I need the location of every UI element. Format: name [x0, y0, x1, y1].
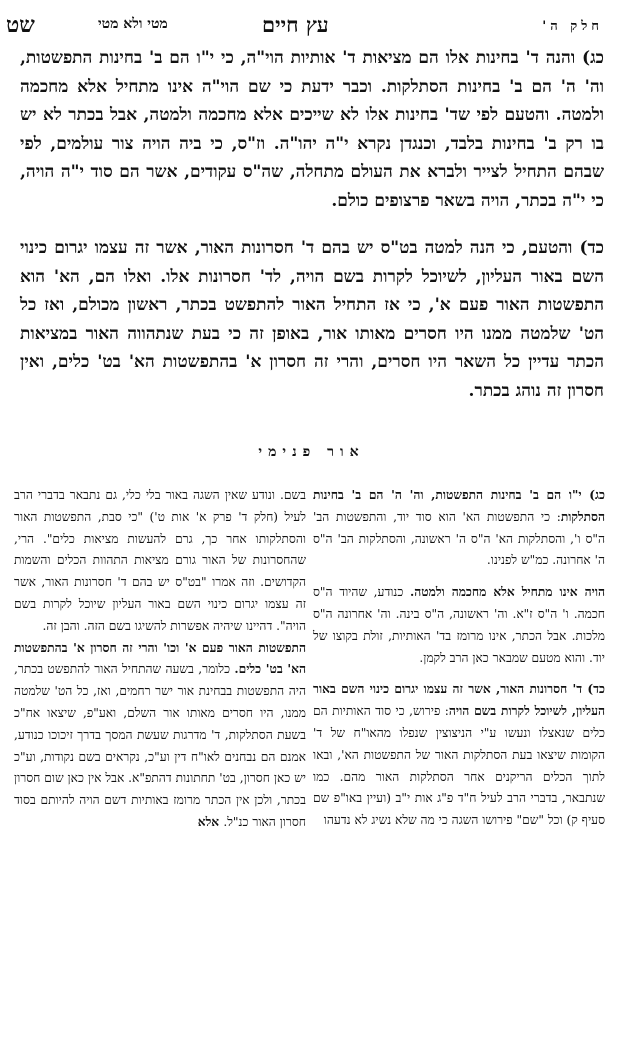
commentary-paragraph — [14, 638, 306, 834]
commentary-run: אלא — [197, 814, 224, 829]
commentary-title: אור פנימי — [258, 444, 365, 460]
page-header — [0, 4, 623, 44]
running-title: מטי ולא מטי — [98, 16, 168, 32]
main-paragraph-text: כד) והטעם, כי הנה למטה בט"ס יש בהם ד' חסרונות האור, אשר זה עצמו יגרום כינוי השם באור העליון, לשיוכל לקרות בשם הויה, לד' חסרונות אלו. ואלו הם, הא' הוא התפשטות האור פעם א', כי אז התחיל האור להתפשט בכתר, ראשון מכולם, ואז כל הט' שלמטה ממנו היו חסרים מאותו אור, באופן זה כי בעת שנתהווה האור במציאות הכתר עדיין כל השאר היו חסרים, והרי זה חסרון א' בהתפשטות הא' בט' כלים, ואין חסרון זה נוהג בכתר. — [20, 238, 604, 401]
commentary-column-right — [313, 485, 605, 842]
commentary-paragraph — [313, 679, 605, 832]
commentary-column-left — [14, 485, 306, 834]
main-paragraph-kd — [20, 234, 604, 405]
main-paragraph-kg — [20, 44, 604, 215]
commentary-paragraph — [313, 485, 605, 572]
commentary-run: : פירוש, כי סוד האותיות הם כלים שנאצלו ונעשו ע"י הניצוצין שנפלו מהאו"ח של ד' הקומות שיצאו בעת הסתלקות האור של התפשטות הא', ובאו לתוך הכלים הריקנים אחר הסתלקות האור מהם. כמו שנתבאר, בדברי הרב לעיל ח"ד פ"ג אות י"ב (ועיין באו"פ שם סעיף ק) וכל "שם" פירושו השגה כי מה שלא נשיג לא נדעהו — [313, 704, 605, 828]
commentary-run: כנודע, שהיוד ה"ס חכמה. ו' ה"ס ז"א. וה' ראשונה, ה"ס בינה. וה' אחרונה ה"ס מלכות. אבל הכתר, אינו מרומז בד' האותיות, זולת בקוצו של יוד. והוא מטעם שמבאר כאן הרב לקמן. — [313, 585, 605, 665]
commentary-run: בשם. ונודע שאין השגה באור בלי כלי, גם נתבאר בדברי הרב לעיל (חלק ד' פרק א' אות ט') "כי סבת, התפשטות האור והסתלקותו אחר כך, גרם להעשות מציאות כלים". הרי, שהחסרונות של האור גורם מציאות התהוות הכלים והשמות הקדושים. וזה אמרו "בט"ס יש בהם ד' חסרונות האור, אשר זה עצמו יגרום כינוי השם באור העליון שיוכל לקרות בשם הויה". דהיינו שיהיה אפשרות להשיגו בשם הזה. והבן זה. — [14, 488, 306, 633]
part-label: חלק ה' — [542, 19, 603, 34]
commentary-run: כג) י"ו הם ב' בחינות התפשטות, וה' ה' הם ב' בחינות הסתלקות — [313, 488, 605, 524]
commentary-run: כלומר, בשעה שהתחיל האור להתפשט בכתר, היה התפשטות בבחינת אור ישר רחמים, ואז, כל הט' שלמטה ממנו, היו חסרים מאותו אור השלם, ואע"פ, שיצאו אח"כ בשעת הסתלקות, ד' מדרגות שעשת המסך בדרך זיכוכו כנודע, אמנם הם נבחנים לאו"ח דין וע"כ, נקראים בשם נקודות, וע"כ יש כאן חסרון, בט' תחתונות דהתפ"א. אבל אין כאן שום חסרון בכתר, ולכן אין הכתר מרומז באותיות דשם הויה להיותם בסוד חסרון האור כנ"ל. — [14, 662, 306, 829]
commentary-run: התפשטות האור פעם א' וכו' והרי זה חסרון א' בהתפשטות הא' בט' כלים. — [14, 640, 306, 677]
commentary-run: הויה אינו מתחיל אלא מחכמה ולמטה. — [410, 585, 605, 600]
commentary-run: : כי התפשטות הא' הוא סוד יוד, והתפשטות הב' ה"ס ו', והסתלקות הא' ה"ס ה' ראשונה, והסתלקות הב' ה"ס ה' אחרונה. כמ"ש לפנינו. — [313, 509, 605, 568]
page-number: שט — [6, 12, 35, 38]
commentary-paragraph — [14, 485, 306, 638]
main-paragraph-text: כג) והנה ד' בחינות אלו הם מציאות ד' אותיות הוי"ה, כי י"ו הם ב' בחינות התפשטות, וה' ה' הם ב' בחינות הסתלקות. וכבר ידעת כי שם הוי"ה אינו מתחיל אלא מחכמה ולמטה. והטעם לפי שד' בחינות אלו לא שייכים אלא מחכמה ולמטה, אבל בכתר לא יש בו רק ב' בחינות בלבד, וכנגדן נקרא י"ה יהו"ה. וז"ס, כי ביה הויה צור עולמים, לפי שבהם התחיל לצייר ולברא את העולם מתחלה, שה"ס עקודים, אשר הם סוד י"ה הויה, כי י"ה בכתר, הויה בשאר פרצופים כולם. — [20, 48, 604, 211]
commentary-paragraph — [313, 582, 605, 669]
commentary-run: כד) ד' חסרונות האור, אשר זה עצמו יגרום כינוי השם באור העליון, לשיוכל לקרות בשם הויה — [313, 682, 606, 719]
book-title: עץ חיים — [262, 12, 329, 37]
